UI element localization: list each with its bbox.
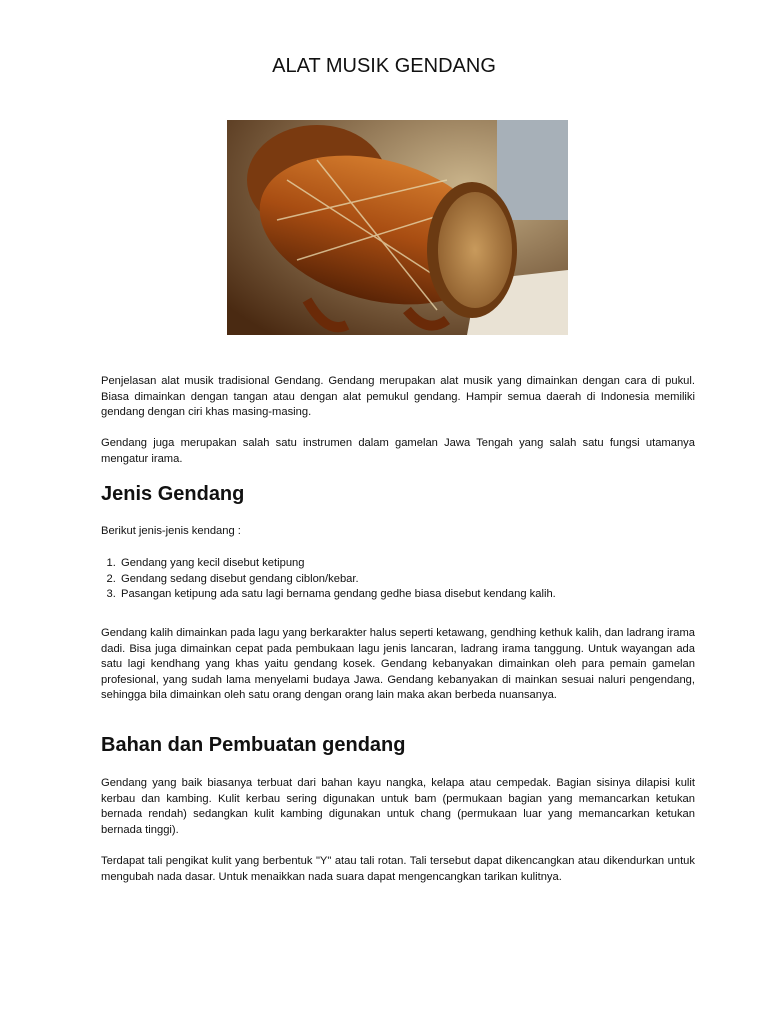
intro-paragraph-1: Penjelasan alat musik tradisional Gendang. Gendang merupakan alat musik yang dimainkan dengan cara di pukul. Biasa dimainkan dengan tangan atau dengan alat pemukul gendang. Hampir semua daerah di Indonesia memiliki gendang dengan ciri khas masing-masing. [101, 375, 695, 419]
intro-paragraph-2: Gendang juga merupakan salah satu instrumen dalam gamelan Jawa Tengah yang salah satu fungsi utamanya mengatur irama. [101, 437, 695, 465]
bahan-paragraph-2: Terdapat tali pengikat kulit yang berbentuk "Y" atau tali rotan. Tali tersebut dapat dikencangkan atau dikendurkan untuk mengubah nada dasar. Untuk menaikkan nada suara dapat mengencangkan tarikan kulitnya. [101, 855, 695, 883]
bahan-paragraph-1: Gendang yang baik biasanya terbuat dari bahan kayu nangka, kelapa atau cempedak. Bagian sisinya dilapisi kulit kerbau dan kambing. Kulit kerbau sering digunakan untuk bam (permukaan bagian yang memancarkan ketukan bernada rendah) sedangkan kulit kambing digunakan untuk chang (permukaan luar yang memancarkan ketukan bernada tinggi). [101, 777, 695, 836]
list-item: 3. Pasangan ketipung ada satu lagi bernama gendang gedhe biasa disebut kendang kalih. [119, 587, 695, 603]
jenis-list [101, 556, 695, 603]
heading-bahan-pembuatan: Bahan dan Pembuatan gendang [101, 734, 406, 756]
heading-jenis-gendang: Jenis Gendang [101, 483, 245, 505]
gendang-photo [227, 120, 568, 335]
list-item: 2. Gendang sedang disebut gendang ciblon/kebar. [119, 572, 695, 588]
jenis-paragraph: Gendang kalih dimainkan pada lagu yang berkarakter halus seperti ketawang, gendhing kethuk kalih, dan ladrang irama dadi. Bisa juga dimainkan cepat pada pembukaan lagu jenis lancaran, ladrang irama tanggung. Untuk wayangan ada satu lagi kendhang yang khas yaitu gendang kosek. Gendang kebanyakan dimainkan oleh para pemain gamelan profesional, yang sudah lama menyelami budaya Jawa. Gendang kebanyakan di mainkan sesuai naluri pengendang, sehingga bila dimainkan oleh satu orang dengan orang lain maka akan berbeda nuansanya. [101, 627, 695, 702]
page-title: ALAT MUSIK GENDANG [272, 55, 496, 77]
jenis-lead: Berikut jenis-jenis kendang : [101, 525, 241, 537]
list-item: 1. Gendang yang kecil disebut ketipung [119, 556, 695, 572]
